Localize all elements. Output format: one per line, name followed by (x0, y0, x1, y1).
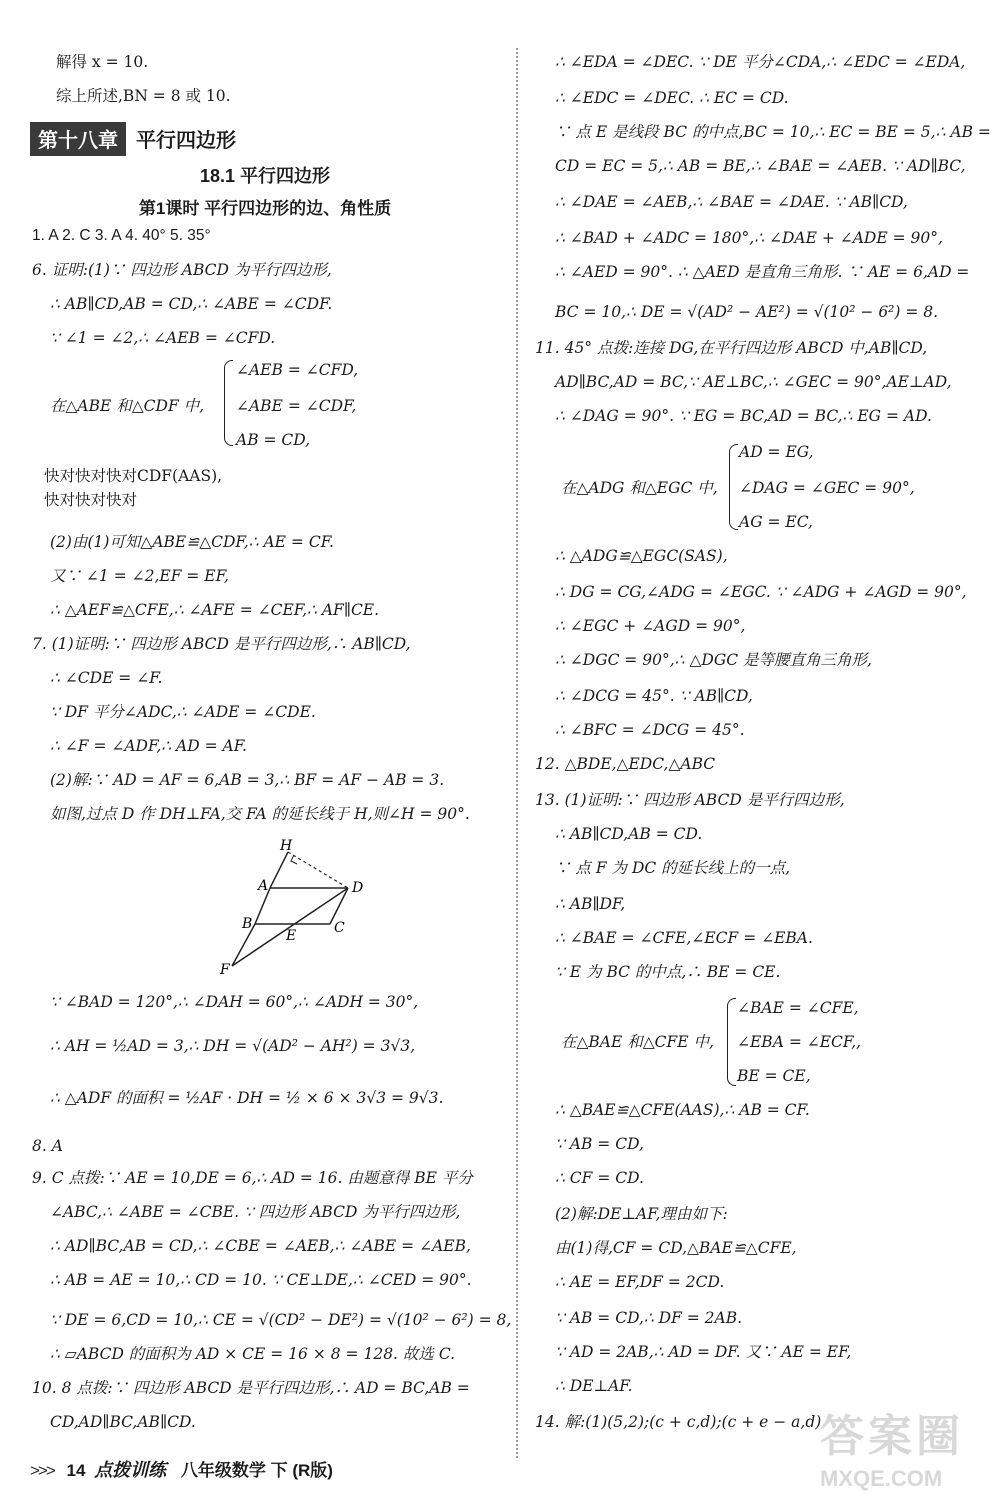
q6-overlay-text: 快对快对快对 (44, 491, 138, 509)
q10-cont-line: ∵ 点 E 是线段 BC 的中点,BC = 10,∴ EC = BE = 5,∴ AB = (555, 123, 991, 141)
q6-cond: AB = CD, (236, 431, 311, 449)
line-ah (270, 852, 288, 888)
line-hd (288, 852, 348, 888)
q9-line: 9. C 点拨:∵ AE = 10,DE = 6,∴ AD = 16. 由题意得 BE 平分 (32, 1169, 473, 1187)
q10-cont-line: ∴ ∠EDA = ∠DEC. ∵ DE 平分∠CDA,∴ ∠EDC = ∠EDA, (555, 53, 966, 71)
chapter-heading (30, 122, 236, 156)
q9-line: ∠ABC,∴ ∠ABE = ∠CBE. ∵ 四边形 ABCD 为平行四边形, (50, 1203, 461, 1221)
q13-cond: BE = CE, (737, 1067, 811, 1085)
column-divider (516, 48, 518, 1458)
label-e: E (286, 928, 297, 944)
label-b: B (242, 916, 253, 932)
q10-cont-line: ∴ ∠DAE = ∠AEB,∴ ∠BAE = ∠DAE. ∵ AB∥CD, (555, 193, 908, 211)
q6-line: ∴ △AEF≌△CFE,∴ ∠AFE = ∠CEF,∴ AF∥CE. (50, 601, 380, 619)
page-footer (30, 1456, 333, 1482)
q10-line: 10. 8 点拨:∵ 四边形 ABCD 是平行四边形,∴ AD = BC,AB = (32, 1379, 470, 1397)
q13-line: 由(1)得,CF = CD,△BAE≌△CFE, (555, 1239, 797, 1257)
q6-line: 又∵ ∠1 = ∠2,EF = EF, (50, 567, 229, 585)
q13-cond: ∠EBA = ∠ECF,, (737, 1033, 862, 1051)
chapter-title: 平行四边形 (136, 130, 236, 152)
q12: 12. △BDE,△EDC,△ABC (535, 755, 716, 773)
q8: 8. A (32, 1137, 63, 1155)
q11-line: ∴ ∠DAG = 90°. ∵ EG = BC,AD = BC,∴ EG = AD. (555, 407, 932, 425)
q9-line: ∴ ▱ABCD 的面积为 AD × CE = 16 × 8 = 128. 故选 C. (50, 1345, 456, 1363)
label-h: H (280, 838, 293, 854)
answers-1-5: 1. A 2. C 3. A 4. 40° 5. 35° (32, 227, 211, 244)
q6-line: 在△ABE 和△CDF 中, (50, 397, 205, 415)
q9-line: ∵ DE = 6,CD = 10,∴ CE = √(CD² − DE²) = √(10² − 6²) = 8, (50, 1311, 512, 1329)
q7-line: 7. (1)证明:∵ 四边形 ABCD 是平行四边形,∴ AB∥CD, (32, 635, 411, 653)
footer-subject: 八年级数学 下 (R版) (180, 1461, 333, 1480)
q7-line: ∴ ∠CDE = ∠F. (50, 669, 163, 687)
watermark (820, 1400, 990, 1495)
footer-arrows: >>> (30, 1461, 54, 1480)
q6-overlay-text: 快对快对快对CDF(AAS), (44, 467, 223, 485)
q7-line: ∵ ∠BAD = 120°,∴ ∠DAH = 60°,∴ ∠ADH = 30°, (50, 993, 419, 1011)
q13-line: ∴ DE⊥AF. (555, 1377, 633, 1395)
q13-line: ∴ AB∥DF, (555, 895, 626, 913)
q11-line: ∴ ∠EGC + ∠AGD = 90°, (555, 617, 746, 635)
q14: 14. 解:(1)(5,2);(c + c,d);(c + e − a,d) (535, 1413, 822, 1431)
label-a: A (258, 878, 269, 894)
q13-line: ∵ AD = 2AB,∴ AD = DF. 又∵ AE = EF, (555, 1343, 852, 1361)
q13-line: ∴ △BAE≌△CFE(AAS),∴ AB = CF. (555, 1101, 810, 1119)
lesson-title: 第1课时 平行四边形的边、角性质 (138, 199, 392, 218)
q13-line: ∵ AB = CD, (555, 1135, 644, 1153)
q7-line: (2)解:∵ AD = AF = 6,AB = 3,∴ BF = AF − AB = 3. (50, 771, 445, 789)
q10-cont-line: ∴ ∠AED = 90°. ∴ △AED 是直角三角形. ∵ AE = 6,AD = (555, 263, 970, 281)
section-title: 18.1 平行四边形 (199, 166, 331, 186)
q11-cond: AD = EG, (739, 443, 814, 461)
q6-line: (2)由(1)可知△ABE≌△CDF,∴ AE = CF. (50, 533, 334, 551)
q13-line: 13. (1)证明:∵ 四边形 ABCD 是平行四边形, (535, 791, 845, 809)
watermark-url: MXQE.COM (820, 1466, 943, 1491)
q13-line: ∴ ∠BAE = ∠CFE,∠ECF = ∠EBA. (555, 929, 813, 947)
q13-line: ∴ CF = CD. (555, 1169, 644, 1187)
q11-cond: AG = EC, (739, 513, 813, 531)
page-number: 14 (66, 1461, 86, 1480)
q7-line: ∵ DF 平分∠ADC,∴ ∠ADE = ∠CDE. (50, 703, 316, 721)
q7-line: ∴ ∠F = ∠ADF,∴ AD = AF. (50, 737, 247, 755)
chapter-number: 第十八章 (30, 122, 126, 156)
q7-line: ∴ △ADF 的面积 = ½AF · DH = ½ × 6 × 3√3 = 9√3. (50, 1089, 444, 1107)
q11-line: 在△ADG 和△EGC 中, (561, 479, 718, 497)
q13-line: ∵ AB = CD,∴ DF = 2AB. (555, 1309, 743, 1327)
q13-cond: ∠BAE = ∠CFE, (737, 999, 859, 1017)
q6-line: 6. 证明:(1)∵ 四边形 ABCD 为平行四边形, (32, 261, 332, 279)
intro-line: 综上所述,BN = 8 或 10. (56, 87, 231, 105)
brace (729, 444, 738, 530)
q6-line: ∵ ∠1 = ∠2,∴ ∠AEB = ∠CFD. (50, 329, 276, 347)
q11-line: ∴ ∠DCG = 45°. ∵ AB∥CD, (555, 687, 753, 705)
q11-line: ∴ △ADG≌△EGC(SAS), (555, 547, 728, 565)
q11-line: ∴ DG = CG,∠ADG = ∠EGC. ∵ ∠ADG + ∠AGD = 90°, (555, 583, 967, 601)
q6-cond: ∠AEB = ∠CFD, (236, 361, 359, 379)
q11-line: 11. 45° 点拨:连接 DG,在平行四边形 ABCD 中,AB∥CD, (535, 339, 928, 357)
q11-cond: ∠DAG = ∠GEC = 90°, (739, 479, 915, 497)
q7-line: 如图,过点 D 作 DH⊥FA,交 FA 的延长线于 H,则∠H = 90°. (50, 805, 470, 823)
q10-cont-line: CD = EC = 5,∴ AB = BE,∴ ∠BAE = ∠AEB. ∵ AD∥BC, (555, 157, 966, 175)
q11-line: ∴ ∠DGC = 90°,∴ △DGC 是等腰直角三角形, (555, 651, 872, 669)
q13-line: ∴ AE = EF,DF = 2CD. (555, 1273, 725, 1291)
watermark-text: 答案圈 (820, 1412, 964, 1461)
q11-line: ∴ ∠BFC = ∠DCG = 45°. (555, 721, 745, 739)
q13-line: ∵ E 为 BC 的中点,∴ BE = CE. (555, 963, 781, 981)
q9-line: ∴ AB = AE = 10,∴ CD = 10. ∵ CE⊥DE,∴ ∠CED = 90°. (50, 1271, 472, 1289)
q6-cond: ∠ABE = ∠CDF, (236, 397, 357, 415)
q13-line: (2)解:DE⊥AF,理由如下: (555, 1205, 728, 1223)
q10-cont-line: ∴ ∠BAD + ∠ADC = 180°,∴ ∠DAE + ∠ADE = 90°, (555, 229, 943, 247)
q10-cont-line: BC = 10,∴ DE = √(AD² − AE²) = √(10² − 6²) = 8. (555, 303, 939, 321)
label-c: C (334, 920, 345, 936)
brace (224, 360, 233, 446)
q6-line: ∴ AB∥CD,AB = CD,∴ ∠ABE = ∠CDF. (50, 295, 333, 313)
q7-line: ∴ AH = ½AD = 3,∴ DH = √(AD² − AH²) = 3√3, (50, 1037, 416, 1055)
q13-line: ∵ 点 F 为 DC 的延长线上的一点, (555, 859, 791, 877)
q9-line: ∴ AD∥BC,AB = CD,∴ ∠CBE = ∠AEB,∴ ∠ABE = ∠AEB, (50, 1237, 471, 1255)
footer-brand: 点拨训练 (94, 1460, 167, 1480)
q10-line: CD,AD∥BC,AB∥CD. (50, 1413, 196, 1431)
label-f: F (220, 962, 230, 978)
q11-line: AD∥BC,AD = BC,∵ AE⊥BC,∴ ∠GEC = 90°,AE⊥AD, (555, 373, 952, 391)
right-angle-mark (291, 855, 297, 864)
intro-line: 解得 x = 10. (56, 53, 149, 71)
brace (727, 998, 736, 1086)
q10-cont-line: ∴ ∠EDC = ∠DEC. ∴ EC = CD. (555, 89, 789, 107)
q13-line: 在△BAE 和△CFE 中, (561, 1033, 714, 1051)
parallelogram-figure (190, 836, 390, 981)
label-d: D (352, 880, 364, 896)
q13-line: ∴ AB∥CD,AB = CD. (555, 825, 703, 843)
